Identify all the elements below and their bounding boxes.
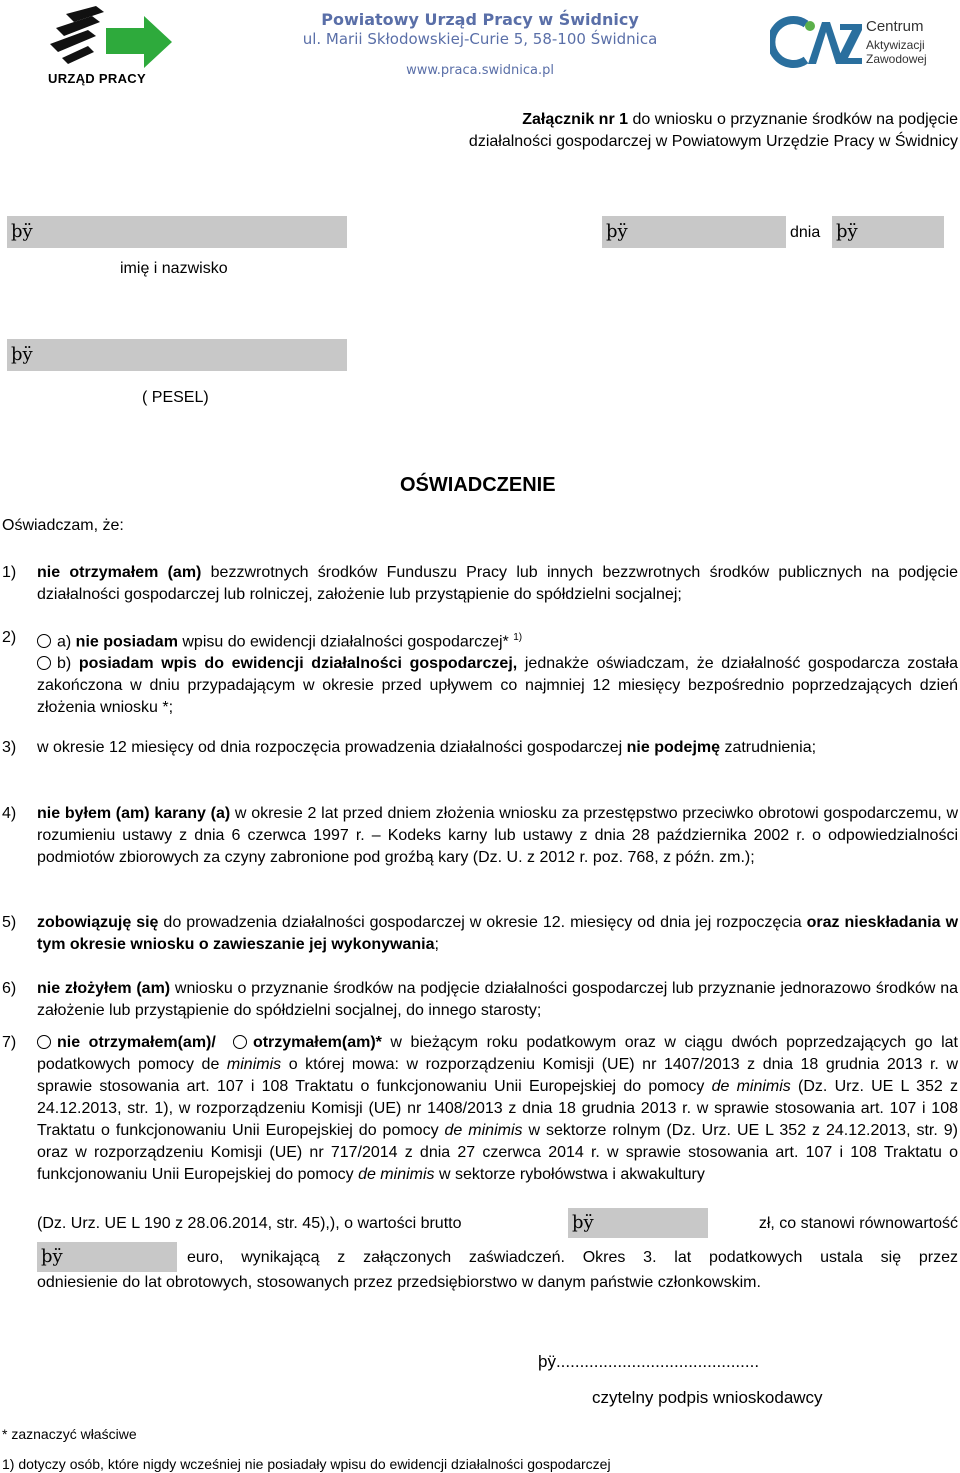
statement-7: 7) nie otrzymałem(am)/ otrzymałem(am)* w bieżącym roku podatkowym oraz w ciągu dwóch poprzedzających go lat podatkowych pomocy de minimis o której mowa: w rozporządzeniu Komisji (UE) nr 1407/2013 z dnia 18 grudnia 2013 r. w sprawie stosowania art. 107 i 108 Traktatu o funkcjonowaniu Unii Europejskiej do pomocy de minimis (Dz. Urz. UE L 352 z 24.12.2013, str. 1), w rozporządzeniu Komisji (UE) nr 1408/2013 z dnia 18 grudnia 2013 r. w sprawie stosowania art. 107 i 108 Traktatu o funkcjonowaniu Unii Europejskiej do pomocy de minimis w sektorze rolnym (Dz. Urz. UE L 352 z 24.12.2013, str. 9) oraz w rozporządzeniu Komisji (UE) nr 717/2014 z dnia 27 czerwca 2014 r. w sprawie stosowania art. 107 i 108 Traktatu o funkcjonowaniu Unii Europejskiej do pomocy de minimis w sektorze rybołówstwa i akwakultury	[2, 1034, 958, 1183]
statement-6: 6) nie złożyłem (am) wniosku o przyznanie środków na podjęcie działalności gospodarczej lub przyznanie jednorazowo środków na założenie lub przystąpienie do spółdzielni socjalnej, do innego starosty;	[2, 980, 958, 1019]
statement-5: 5) zobowiązuję się do prowadzenia działalności gospodarczej w okresie 12. miesięcy od dnia jej rozpoczęcia oraz nieskładania w tym okresie wniosku o zawieszanie jej wykonywania;	[2, 914, 959, 953]
caz-logo	[770, 14, 940, 70]
annex-number: Załącznik nr 1	[522, 111, 629, 128]
statement-7-brutto-line: (Dz. Urz. UE L 190 z 28.06.2014, str. 45),), o wartości brutto þÿ zł, co stanowi równowartość	[37, 1208, 958, 1240]
statement-7-euro-line: þÿ euro, wynikającą z załączonych zaświadczeń. Okres 3. lat podatkowych ustala się przez	[37, 1242, 958, 1274]
caz-logo-line3: Zawodowej	[866, 52, 927, 66]
annex-line2: działalności gospodarczej w Powiatowym Urzędzie Pracy w Świdnicy	[468, 133, 958, 150]
pesel-label: ( PESEL)	[142, 389, 209, 406]
place-field[interactable]: þÿ	[602, 216, 786, 248]
footnote-one: 1) dotyczy osób, które nigdy wcześniej nie posiadały wpisu do ewidencji działalności gospodarczej	[2, 1456, 611, 1472]
statement-7-last-line: odniesienie do lat obrotowych, stosowanych przez przedsiębiorstwo w danym państwie członkowskim.	[37, 1274, 761, 1291]
name-label: imię i nazwisko	[120, 260, 228, 277]
caz-logo-line1: Centrum	[866, 18, 924, 35]
signature-label: czytelny podpis wnioskodawcy	[592, 1388, 823, 1407]
pup-logo	[48, 6, 178, 86]
statement-2: 2) a) nie posiadam wpisu do ewidencji działalności gospodarczej* $^{1)}$ b) posiadam wpis do ewidencji działalności gospodarczej, jednakże oświadczam, że działalność gospodarcza została zakończona w dniu przypadającym w okresie przed upływem co najmniej 12 miesięcy bezpośrednio poprzedzających dzień złożenia wniosku *;	[2, 629, 958, 717]
office-address: ul. Marii Skłodowskiej-Curie 5, 58-100 Świdnica	[302, 30, 658, 48]
radio-received[interactable]	[233, 1035, 247, 1049]
date-label: dnia	[790, 224, 821, 241]
statement-3: 3) w okresie 12 miesięcy od dnia rozpoczęcia prowadzenia działalności gospodarczej nie podejmę zatrudnienia;	[2, 739, 817, 756]
euro-value-field[interactable]: þÿ	[37, 1242, 177, 1272]
footnote-star: * zaznaczyć właściwe	[2, 1426, 137, 1442]
radio-has-registration[interactable]	[37, 656, 51, 670]
annex-reference: Załącznik nr 1 do wniosku o przyznanie środków na podjęcie działalności gospodarczej w Powiatowym Urzędzie Pracy w Świdnicy	[158, 109, 958, 153]
statement-1: 1) nie otrzymałem (am) bezzwrotnych środków Funduszu Pracy lub innych bezzwrotnych środków publicznych na podjęcie działalności gospodarczej lub rolniczej, założenie lub przystąpienie do spółdzielni socjalnej;	[2, 564, 958, 603]
signature-line[interactable]: þÿ...........................................	[538, 1352, 760, 1371]
office-name: Powiatowy Urząd Pracy w Świdnicy	[321, 10, 639, 29]
document-title: OŚWIADCZENIE	[400, 474, 556, 496]
intro-text: Oświadczam, że:	[2, 517, 124, 534]
statement-4: 4) nie byłem (am) karany (a) w okresie 2 lat przed dniem złożenia wniosku za przestępstwo przeciwko obrotowi gospodarczemu, w rozumieniu ustawy z dnia 6 czerwca 1997 r. – Kodeks karny lub ustawy z dnia 28 października 2002 r. o odpowiedzialności podmiotów zbiorowych za czyny zabronione pod groźbą kary (Dz. U. z 2012 r. poz. 768, z późn. zm.);	[2, 805, 959, 866]
brutto-value-field[interactable]: þÿ	[568, 1208, 708, 1238]
office-website[interactable]: www.praca.swidnica.pl	[406, 63, 554, 78]
pup-logo-text: URZĄD PRACY	[48, 71, 146, 86]
caz-logo-graphic	[770, 14, 862, 70]
caz-logo-line2: Aktywizacji	[866, 38, 925, 52]
pesel-field[interactable]: þÿ	[7, 339, 347, 371]
name-field[interactable]: þÿ	[7, 216, 347, 248]
date-field[interactable]: þÿ	[832, 216, 944, 248]
pup-logo-graphic	[48, 6, 178, 68]
radio-no-registration[interactable]	[37, 634, 51, 648]
radio-not-received[interactable]	[37, 1035, 51, 1049]
